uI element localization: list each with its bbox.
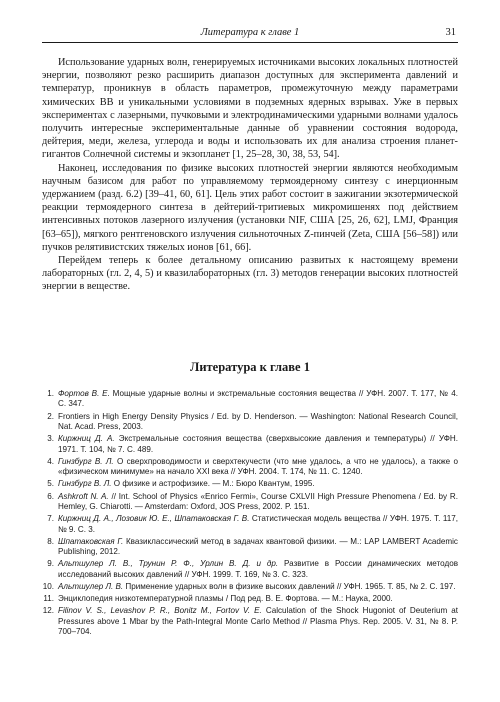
reference-authors: Фортов В. Е. [58,389,110,398]
reference-item [42,582,458,592]
reference-text: О физике и астрофизике. — М.: Бюро Квантум, 1995. [111,479,315,489]
reference-authors: Альтшулер Л. В. [58,582,124,592]
reference-number: 8. [47,536,54,546]
reference-text: Calculation of the Shock Hugoniot of Deuterium at Pressures above 1 Mbar by the Path-Integral Monte Carlo Method // Plasma Phys. Rep. 2005. V. 31, № 8. P. 700–704. [58,606,458,637]
reference-item [42,389,458,410]
reference-authors: Гинзбург В. Л. [58,456,114,466]
reference-item [42,594,458,604]
reference-number: 9. [47,559,54,569]
paragraph-shock-waves: Использование ударных волн, генерируемых источниками высоких локальных плотностей энергии, позволяют резко расширить диапазон доступных для эксперимента давлений и температур, проникнув в область параметров, промежуточную между параметрами химических ВВ и уникальными условиями в подземных ядерных взрывах. Уже в первых экспериментах с лазерными, пучковыми и электродинамическими ударными волнами удалось получить интересные экспериментальные данные об уравнении состояния водорода, дейтерия, меди, железа, углерода и воды и использовать их для анализа строения планет-гигантов Солнечной системы и экзопланет [1, 25–28, 30, 38, 53, 54]. [42,57,458,161]
reference-item [42,434,458,455]
reference-text: Экстремальные состояния вещества (сверхвысокие давления и температуры) // УФН. 1971. Т. 104, № 7. С. 489. [58,434,458,454]
reference-number: 3. [47,434,54,444]
reference-number: 12. [42,606,54,616]
reference-authors: Ashkroft N. A. [58,491,109,501]
reference-item [42,514,458,535]
reference-number: 2. [47,411,54,421]
reference-item [42,537,458,558]
running-title: Литература к главе 1 [200,27,300,38]
reference-item [42,606,458,637]
reference-authors: Киржниц Д. А. [58,434,115,444]
reference-number: 5. [47,479,54,489]
reference-item [42,492,458,513]
section-title: Литература к главе 1 [190,360,310,374]
reference-authors: Киржниц Д. А., Лозовик Ю. Е., Шпатаковская Г. В. [58,514,250,524]
reference-authors: Альтшулер Л. В., Трунин Р. Ф., Урлин В. Д. и др. [58,559,279,569]
reference-number: 11. [43,594,54,604]
page-number: 31 [445,27,456,38]
body-text [42,56,458,294]
reference-authors: Filinov V. S., Levashov P. R., Bonitz M., Fortov V. E. [58,606,262,616]
reference-text: Frontiers in High Energy Density Physics / Ed. by D. Henderson. — Washington: National Research Council, Nat. Acad. Press, 2003. [58,411,458,432]
reference-text: Применение ударных волн в физике высоких давлений // УФН. 1965. Т. 85, № 2. С. 197. [123,582,456,592]
reference-number: 6. [47,491,54,501]
reference-authors: Шпатаковская Г. [58,536,124,546]
reference-item [42,479,458,489]
reference-number: 10. [42,582,54,592]
reference-text: Статистическая модель вещества // УФН. 1975. Т. 117, № 9. С. 3. [58,514,458,534]
reference-item [42,412,458,433]
reference-number: 7. [47,514,54,524]
reference-item [42,559,458,580]
reference-text: Квазиклассический метод в задачах квантовой физики. — M.: LAP LAMBERT Academic Publishing, 2012. [58,536,458,557]
paragraph-inertial-fusion: Наконец, исследования по физике высоких плотностей энергии являются необходимым научным базисом для работ по управляемому термоядерному синтезу с инерционным удержанием (разд. 6.2) [39–41, 60, 61]. Цель этих работ состоит в зажигании экзотермической реакции термоядерного синтеза в дейтерий-тритиевых микромишенях под действием интенсивных потоков лазерного излучения (установки NIF, США [25, 26, 62], LMJ, Франция [63–65]), мягкого рентгеновского излучения сильноточных Z-пинчей (Zeta, США [56–58]) или пучков релятивистских тяжелых ионов [61, 66]. [42,162,458,253]
reference-list [42,389,458,640]
running-header [42,26,458,43]
reference-item [42,457,458,478]
paragraph-transition: Перейдем теперь к более детальному описанию развитых к настоящему времени лабораторных (гл. 2, 4, 5) и квазилабораторных (гл. 3) методов генерации высоких плотностей энергии в веществе. [42,255,458,293]
reference-text: О сверхпроводимости и сверхтекучести (что мне удалось, а что не удалось), а также о «физическом минимуме» на начало XXI века // УФН. 2004. Т. 174, № 11. С. 1240. [58,456,458,477]
reference-authors: Гинзбург В. Л. [58,479,112,489]
reference-text: Развитие в России динамических методов исследований высоких давлений // УФН. 1999. Т. 169, № 3. С. 323. [58,559,458,579]
reference-text: Энциклопедия низкотемпературной плазмы / Под ред. В. Е. Фортова. — М.: Наука, 2000. [58,594,393,604]
reference-number: 1. [47,389,54,398]
reference-text: // Int. School of Physics «Enrico Fermi», Course CXLVII High Pressure Phenomena / Ed. by R. Hemley, G. Chiarotti. — Amsterdam: Oxford, JOS Press, 2002. P. 151. [58,491,458,512]
reference-text: Мощные ударные волны и экстремальные состояния вещества // УФН. 2007. Т. 177, № 4. С. 347. [58,389,458,409]
reference-number: 4. [47,456,54,466]
